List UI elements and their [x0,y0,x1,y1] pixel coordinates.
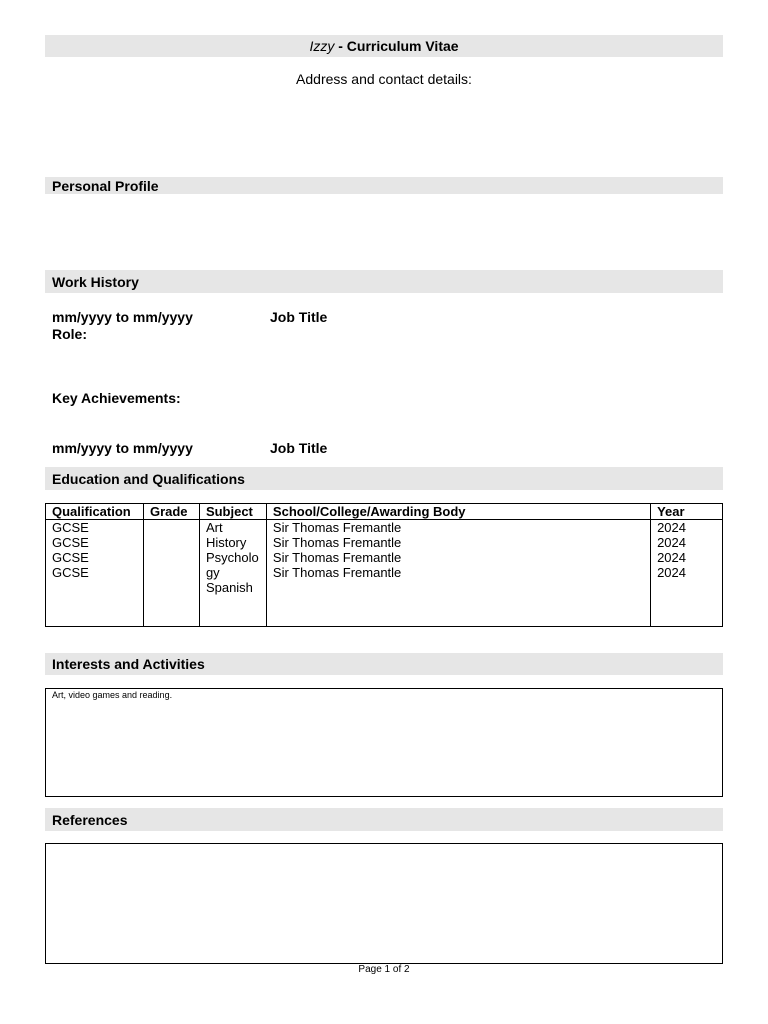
header-qualification: Qualification [46,504,144,520]
header-grade: Grade [143,504,199,520]
key-achievements-label: Key Achievements: [52,390,181,406]
work-2-dates: mm/yyyy to mm/yyyy [52,440,193,456]
cv-name: Izzy [309,38,335,54]
cv-title: Curriculum Vitae [346,38,459,54]
school-cell [266,520,650,627]
work-1-job-title: Job Title [270,309,328,325]
section-references: References [45,808,723,831]
school-value: Sir Thomas Fremantle [272,550,402,565]
interests-box [45,688,723,797]
year-value: 2024 [657,535,686,550]
section-interests: Interests and Activities [45,653,723,675]
subject-value: Psycholo [205,550,259,565]
qualification-cell [46,520,144,627]
subject-value: History [205,535,247,550]
subject-value: Art [205,520,223,535]
section-education: Education and Qualifications [45,467,723,490]
qualification-value: GCSE [52,535,89,550]
header-school: School/College/Awarding Body [266,504,650,520]
page-number: Page 1 of 2 [358,964,410,975]
address-label: Address and contact details: [296,71,472,87]
year-value: 2024 [657,565,686,580]
work-1-role-label: Role: [52,326,87,342]
qualification-value: GCSE [52,550,89,565]
work-1-dates: mm/yyyy to mm/yyyy [52,309,193,325]
year-value: 2024 [657,520,686,535]
work-2-job-title: Job Title [270,440,328,456]
qualification-value: GCSE [52,565,89,580]
school-value: Sir Thomas Fremantle [272,565,402,580]
cv-title-bar [45,35,723,57]
table-header-row [46,504,723,520]
year-value: 2024 [657,550,686,565]
section-personal-profile: Personal Profile [45,177,723,194]
section-work-history: Work History [45,270,723,293]
table-row [46,520,723,627]
subject-cell [199,520,266,627]
subject-value: Spanish [205,580,253,595]
subject-value: gy [205,565,220,580]
qualification-value: GCSE [52,520,89,535]
interests-text: Art, video games and reading. [52,690,173,700]
grade-cell [143,520,199,627]
header-year: Year [651,504,723,520]
references-box [45,843,723,964]
year-cell [651,520,723,627]
title-separator: - [334,38,347,54]
header-subject: Subject [199,504,266,520]
education-table [45,503,723,627]
school-value: Sir Thomas Fremantle [272,535,402,550]
school-value: Sir Thomas Fremantle [272,520,402,535]
